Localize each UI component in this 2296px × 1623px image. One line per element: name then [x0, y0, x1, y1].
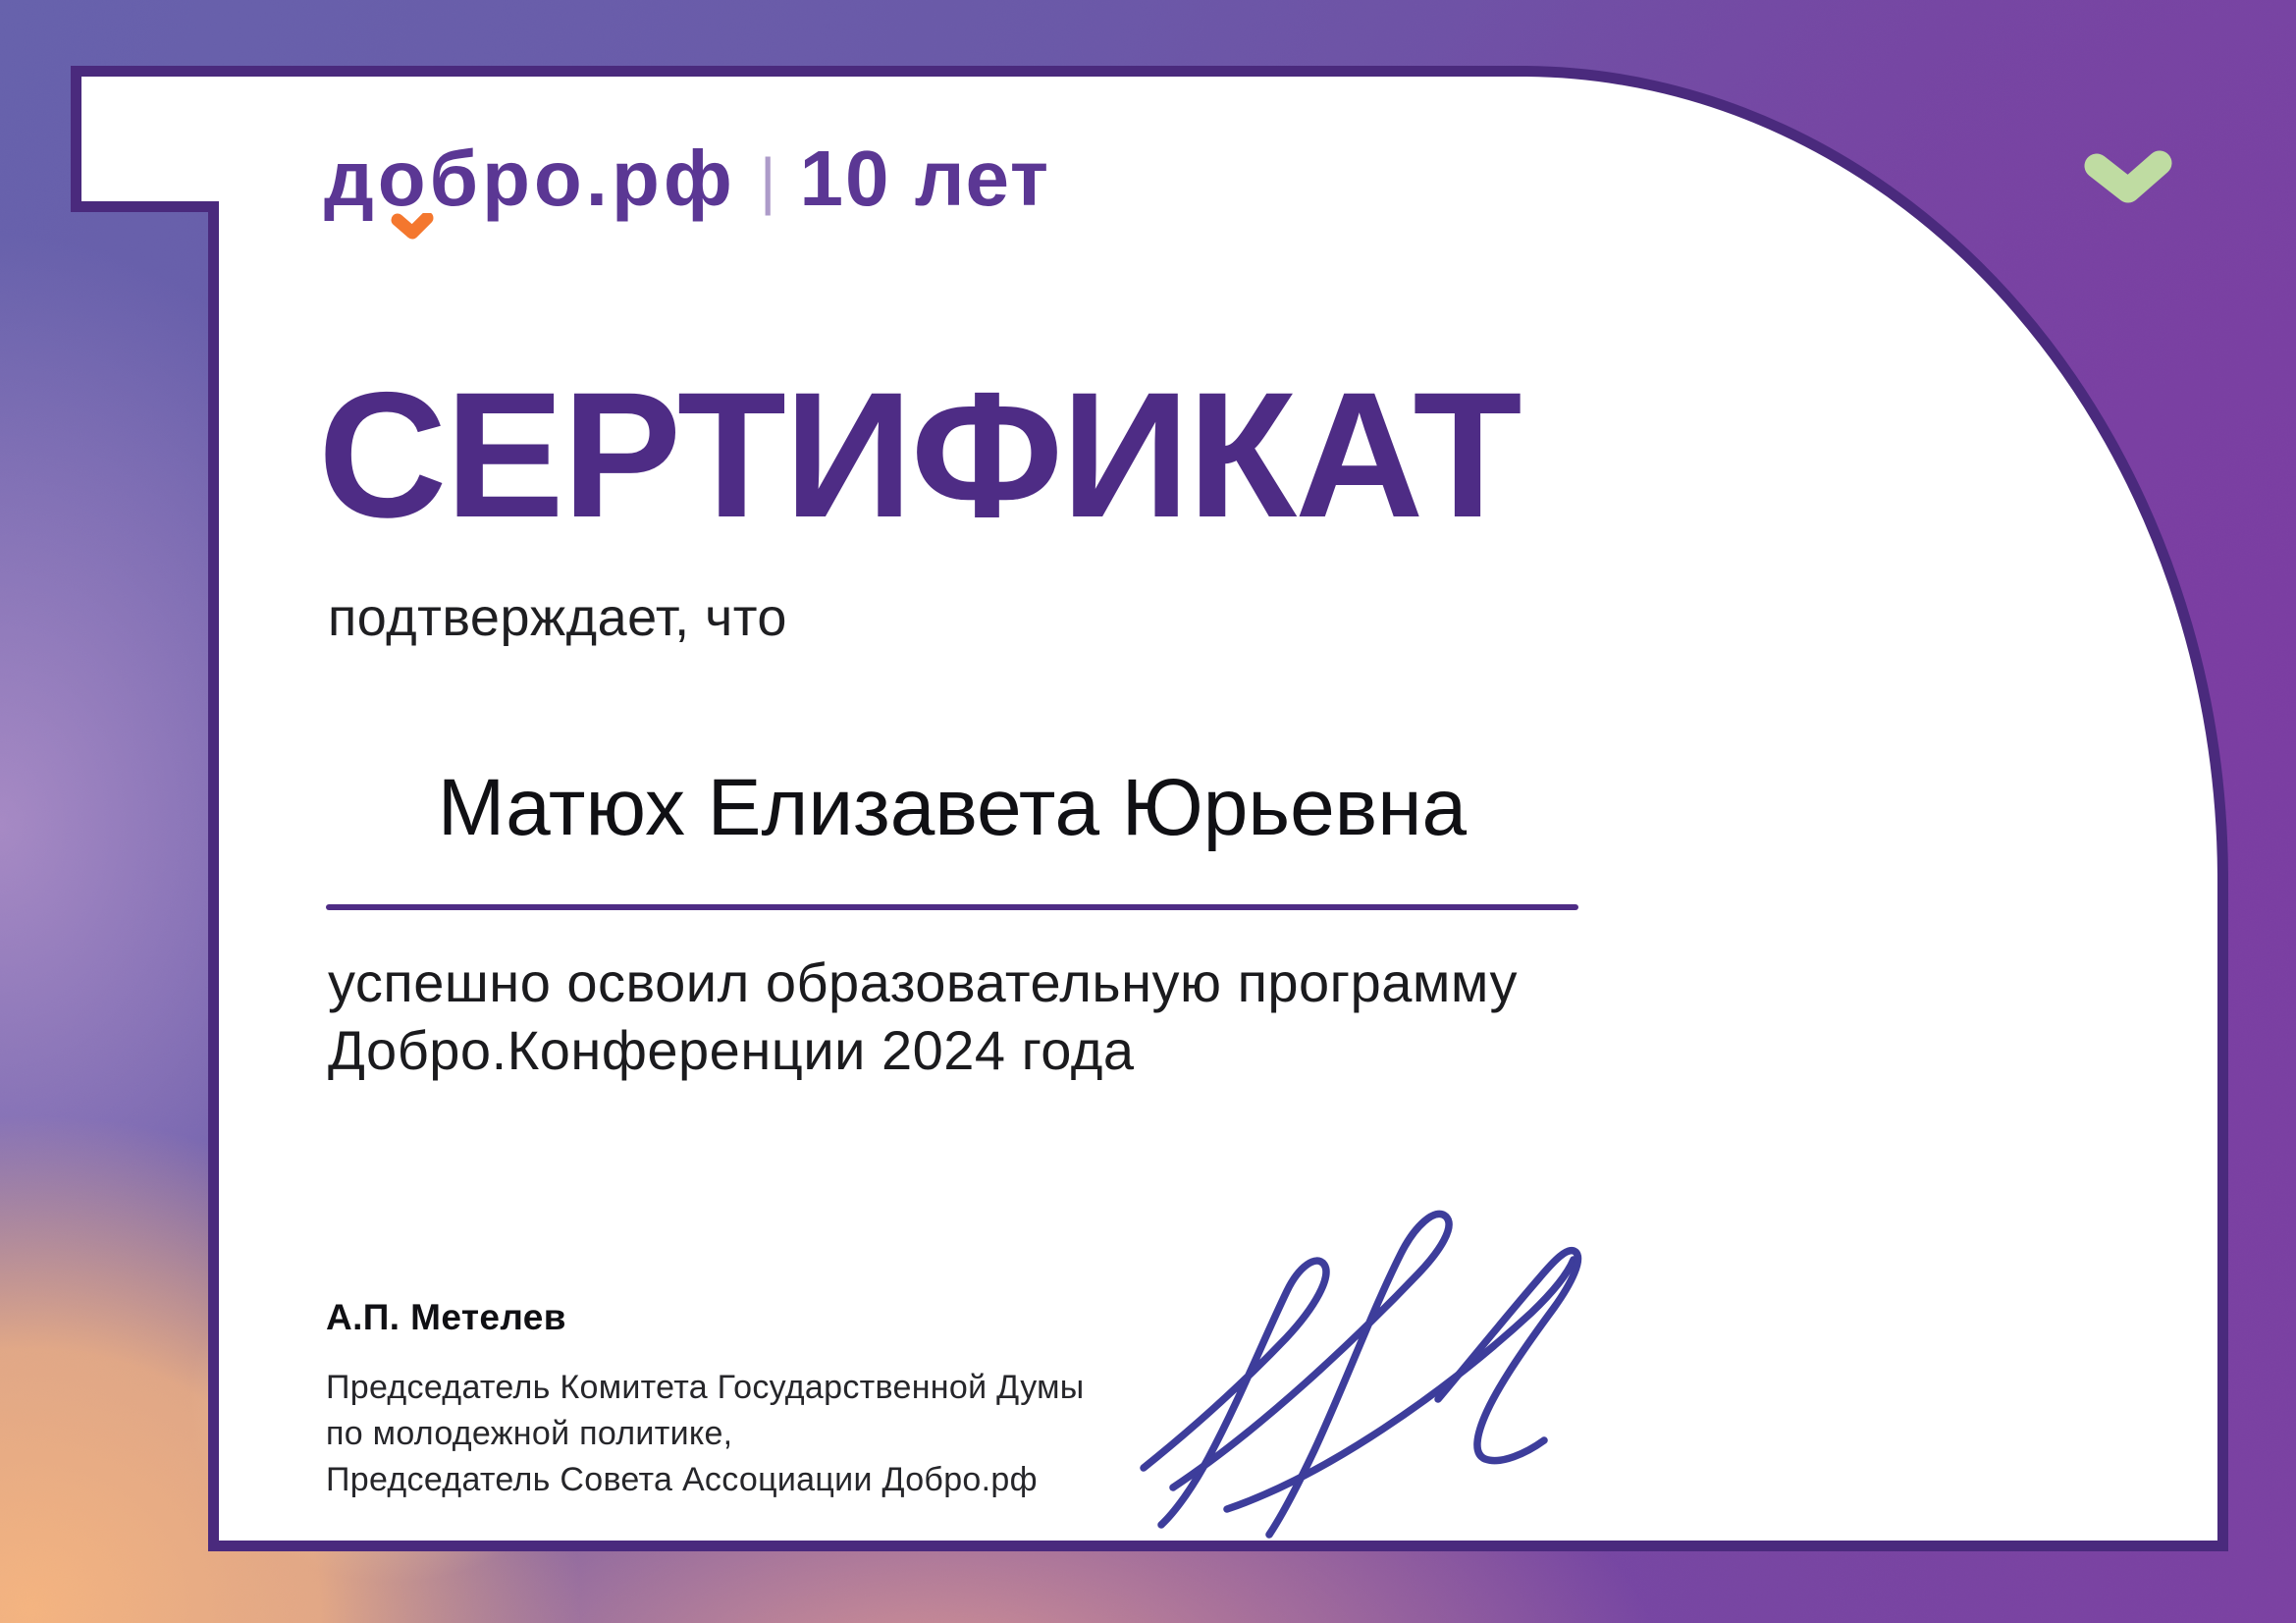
dobro-heart-icon: [391, 213, 434, 241]
anniversary-label: 10 лет: [799, 135, 1051, 222]
signer-role-line-3: Председатель Совета Ассоциации Добро.рф: [326, 1460, 1038, 1498]
signer-role-line-1: Председатель Комитета Государственной Думы: [326, 1369, 1085, 1406]
signer-role-line-2: по молодежной политике,: [326, 1414, 733, 1452]
description-text: [328, 948, 1518, 1085]
certificate-title: СЕРТИФИКАТ: [318, 354, 1521, 555]
signer-role: [326, 1365, 1085, 1503]
name-underline: [326, 904, 1578, 910]
logo-wordmark: добро.рф: [324, 135, 736, 222]
description-line-1: успешно освоил образовательную программу: [328, 951, 1519, 1013]
dobro-heart-icon: [2081, 149, 2175, 206]
logo-divider: |: [759, 145, 776, 216]
signature-ink: [1114, 1163, 1605, 1546]
brand-logo: [324, 135, 1051, 222]
description-line-2: Добро.Конференции 2024 года: [328, 1019, 1135, 1082]
recipient-name: Матюх Елизавета Юрьевна: [437, 763, 1468, 852]
signer-name: А.П. Метелев: [326, 1297, 566, 1337]
intro-text: подтверждает, что: [328, 588, 787, 647]
